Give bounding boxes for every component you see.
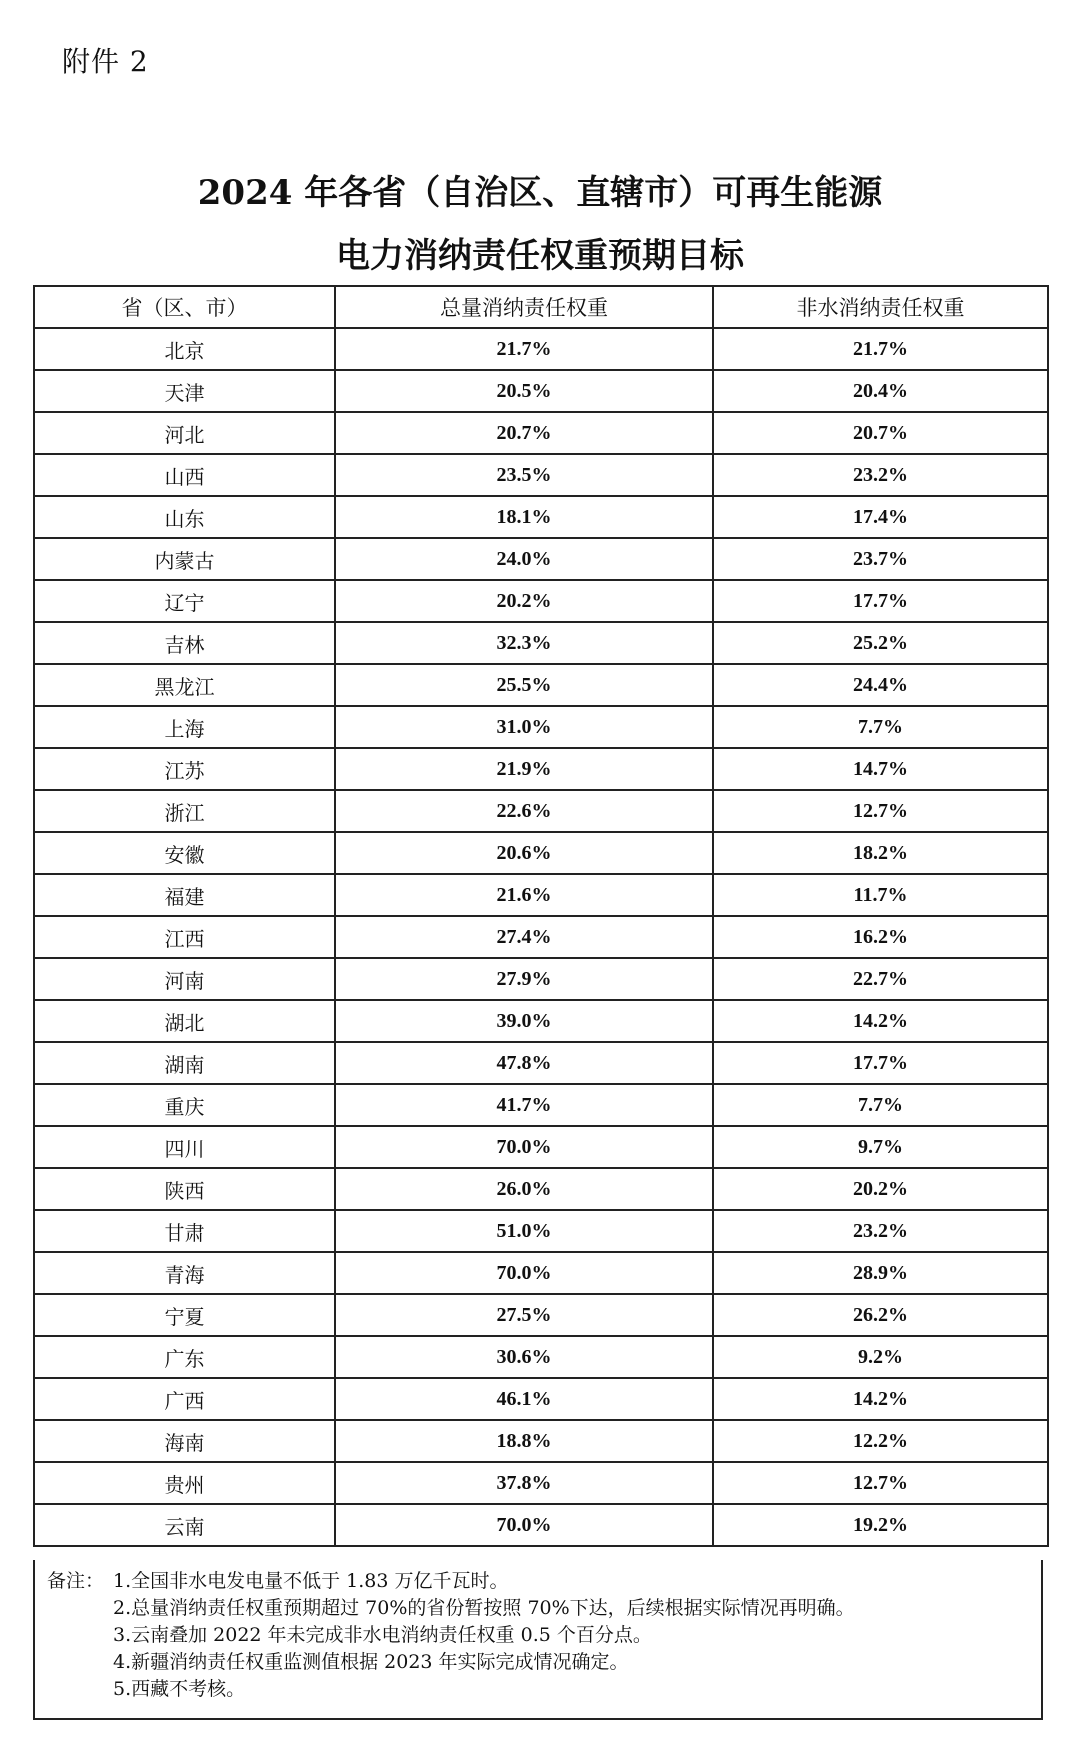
total-weight-cell: 21.6% xyxy=(335,874,713,916)
province-cell: 陕西 xyxy=(34,1168,335,1210)
table-row xyxy=(34,496,1048,538)
province-cell: 内蒙古 xyxy=(34,538,335,580)
note-line-1: 1.全国非水电发电量不低于 1.83 万亿千瓦时。 xyxy=(113,1570,509,1592)
nonhydro-weight-cell: 12.7% xyxy=(713,790,1048,832)
nonhydro-weight-cell: 19.2% xyxy=(713,1504,1048,1546)
table-row xyxy=(34,1084,1048,1126)
nonhydro-weight-cell: 14.2% xyxy=(713,1378,1048,1420)
nonhydro-weight-cell: 17.7% xyxy=(713,1042,1048,1084)
table-row xyxy=(34,874,1048,916)
province-cell: 海南 xyxy=(34,1420,335,1462)
table-row xyxy=(34,622,1048,664)
nonhydro-weight-cell: 28.9% xyxy=(713,1252,1048,1294)
province-cell: 吉林 xyxy=(34,622,335,664)
table-row xyxy=(34,958,1048,1000)
province-cell: 北京 xyxy=(34,328,335,370)
table-row xyxy=(34,1420,1048,1462)
total-weight-cell: 70.0% xyxy=(335,1252,713,1294)
province-cell: 云南 xyxy=(34,1504,335,1546)
table-row xyxy=(34,1336,1048,1378)
nonhydro-weight-cell: 21.7% xyxy=(713,328,1048,370)
table-row xyxy=(34,1126,1048,1168)
nonhydro-weight-cell: 7.7% xyxy=(713,1084,1048,1126)
table-row xyxy=(34,832,1048,874)
province-cell: 福建 xyxy=(34,874,335,916)
total-weight-cell: 70.0% xyxy=(335,1504,713,1546)
table-row xyxy=(34,1252,1048,1294)
total-weight-cell: 21.7% xyxy=(335,328,713,370)
total-weight-cell: 30.6% xyxy=(335,1336,713,1378)
total-weight-cell: 18.8% xyxy=(335,1420,713,1462)
total-weight-cell: 46.1% xyxy=(335,1378,713,1420)
table-row xyxy=(34,1378,1048,1420)
total-weight-cell: 20.2% xyxy=(335,580,713,622)
total-weight-cell: 27.4% xyxy=(335,916,713,958)
total-weight-cell: 20.6% xyxy=(335,832,713,874)
table-row xyxy=(34,916,1048,958)
header-total-weight: 总量消纳责任权重 xyxy=(335,286,713,328)
nonhydro-weight-cell: 14.7% xyxy=(713,748,1048,790)
notes-label: 备注： xyxy=(47,1570,105,1592)
nonhydro-weight-cell: 18.2% xyxy=(713,832,1048,874)
total-weight-cell: 18.1% xyxy=(335,496,713,538)
nonhydro-weight-cell: 17.7% xyxy=(713,580,1048,622)
nonhydro-weight-cell: 9.7% xyxy=(713,1126,1048,1168)
nonhydro-weight-cell: 12.7% xyxy=(713,1462,1048,1504)
nonhydro-weight-cell: 22.7% xyxy=(713,958,1048,1000)
province-cell: 辽宁 xyxy=(34,580,335,622)
nonhydro-weight-cell: 14.2% xyxy=(713,1000,1048,1042)
province-cell: 安徽 xyxy=(34,832,335,874)
province-cell: 上海 xyxy=(34,706,335,748)
table-header-row xyxy=(34,286,1048,328)
province-cell: 广东 xyxy=(34,1336,335,1378)
province-cell: 重庆 xyxy=(34,1084,335,1126)
total-weight-cell: 32.3% xyxy=(335,622,713,664)
province-cell: 湖南 xyxy=(34,1042,335,1084)
province-cell: 黑龙江 xyxy=(34,664,335,706)
total-weight-cell: 47.8% xyxy=(335,1042,713,1084)
province-cell: 青海 xyxy=(34,1252,335,1294)
attachment-label: 附件 2 xyxy=(62,45,149,78)
province-cell: 广西 xyxy=(34,1378,335,1420)
nonhydro-weight-cell: 11.7% xyxy=(713,874,1048,916)
nonhydro-weight-cell: 7.7% xyxy=(713,706,1048,748)
province-cell: 甘肃 xyxy=(34,1210,335,1252)
nonhydro-weight-cell: 20.2% xyxy=(713,1168,1048,1210)
note-line-2: 2.总量消纳责任权重预期超过 70%的省份暂按照 70%下达，后续根据实际情况再明确。 xyxy=(113,1597,855,1619)
total-weight-cell: 26.0% xyxy=(335,1168,713,1210)
table-row xyxy=(34,538,1048,580)
nonhydro-weight-cell: 23.2% xyxy=(713,454,1048,496)
province-cell: 河北 xyxy=(34,412,335,454)
nonhydro-weight-cell: 24.4% xyxy=(713,664,1048,706)
province-cell: 山东 xyxy=(34,496,335,538)
table-row xyxy=(34,1462,1048,1504)
table-row xyxy=(34,580,1048,622)
total-weight-cell: 37.8% xyxy=(335,1462,713,1504)
total-weight-cell: 27.9% xyxy=(335,958,713,1000)
province-cell: 河南 xyxy=(34,958,335,1000)
nonhydro-weight-cell: 20.7% xyxy=(713,412,1048,454)
province-cell: 江西 xyxy=(34,916,335,958)
nonhydro-weight-cell: 17.4% xyxy=(713,496,1048,538)
table-row xyxy=(34,1168,1048,1210)
notes-box xyxy=(33,1560,1043,1720)
total-weight-cell: 27.5% xyxy=(335,1294,713,1336)
nonhydro-weight-cell: 12.2% xyxy=(713,1420,1048,1462)
total-weight-cell: 23.5% xyxy=(335,454,713,496)
nonhydro-weight-cell: 26.2% xyxy=(713,1294,1048,1336)
province-cell: 浙江 xyxy=(34,790,335,832)
table-row xyxy=(34,328,1048,370)
table-row xyxy=(34,370,1048,412)
nonhydro-weight-cell: 9.2% xyxy=(713,1336,1048,1378)
weight-table xyxy=(33,285,1049,1547)
note-line-3: 3.云南叠加 2022 年未完成非水电消纳责任权重 0.5 个百分点。 xyxy=(113,1624,652,1646)
province-cell: 四川 xyxy=(34,1126,335,1168)
table-row xyxy=(34,1042,1048,1084)
table-body xyxy=(34,328,1048,1546)
total-weight-cell: 70.0% xyxy=(335,1126,713,1168)
nonhydro-weight-cell: 23.7% xyxy=(713,538,1048,580)
province-cell: 天津 xyxy=(34,370,335,412)
province-cell: 宁夏 xyxy=(34,1294,335,1336)
total-weight-cell: 21.9% xyxy=(335,748,713,790)
table-row xyxy=(34,790,1048,832)
province-cell: 湖北 xyxy=(34,1000,335,1042)
province-cell: 江苏 xyxy=(34,748,335,790)
province-cell: 山西 xyxy=(34,454,335,496)
table-row xyxy=(34,1294,1048,1336)
total-weight-cell: 31.0% xyxy=(335,706,713,748)
total-weight-cell: 51.0% xyxy=(335,1210,713,1252)
note-line-4: 4.新疆消纳责任权重监测值根据 2023 年实际完成情况确定。 xyxy=(113,1651,629,1673)
total-weight-cell: 25.5% xyxy=(335,664,713,706)
nonhydro-weight-cell: 16.2% xyxy=(713,916,1048,958)
total-weight-cell: 24.0% xyxy=(335,538,713,580)
table-row xyxy=(34,1210,1048,1252)
table-row xyxy=(34,1504,1048,1546)
table-row xyxy=(34,454,1048,496)
table-row xyxy=(34,748,1048,790)
table-row xyxy=(34,706,1048,748)
total-weight-cell: 20.7% xyxy=(335,412,713,454)
note-line-5: 5.西藏不考核。 xyxy=(113,1678,246,1700)
table-row xyxy=(34,1000,1048,1042)
document-title-line1: 2024 年各省（自治区、直辖市）可再生能源 xyxy=(197,173,883,213)
header-province: 省（区、市） xyxy=(34,286,335,328)
province-cell: 贵州 xyxy=(34,1462,335,1504)
total-weight-cell: 22.6% xyxy=(335,790,713,832)
total-weight-cell: 41.7% xyxy=(335,1084,713,1126)
total-weight-cell: 39.0% xyxy=(335,1000,713,1042)
table-row xyxy=(34,664,1048,706)
nonhydro-weight-cell: 23.2% xyxy=(713,1210,1048,1252)
document-title-line2: 电力消纳责任权重预期目标 xyxy=(336,236,744,276)
header-nonhydro-weight: 非水消纳责任权重 xyxy=(713,286,1048,328)
nonhydro-weight-cell: 20.4% xyxy=(713,370,1048,412)
nonhydro-weight-cell: 25.2% xyxy=(713,622,1048,664)
total-weight-cell: 20.5% xyxy=(335,370,713,412)
table-row xyxy=(34,412,1048,454)
